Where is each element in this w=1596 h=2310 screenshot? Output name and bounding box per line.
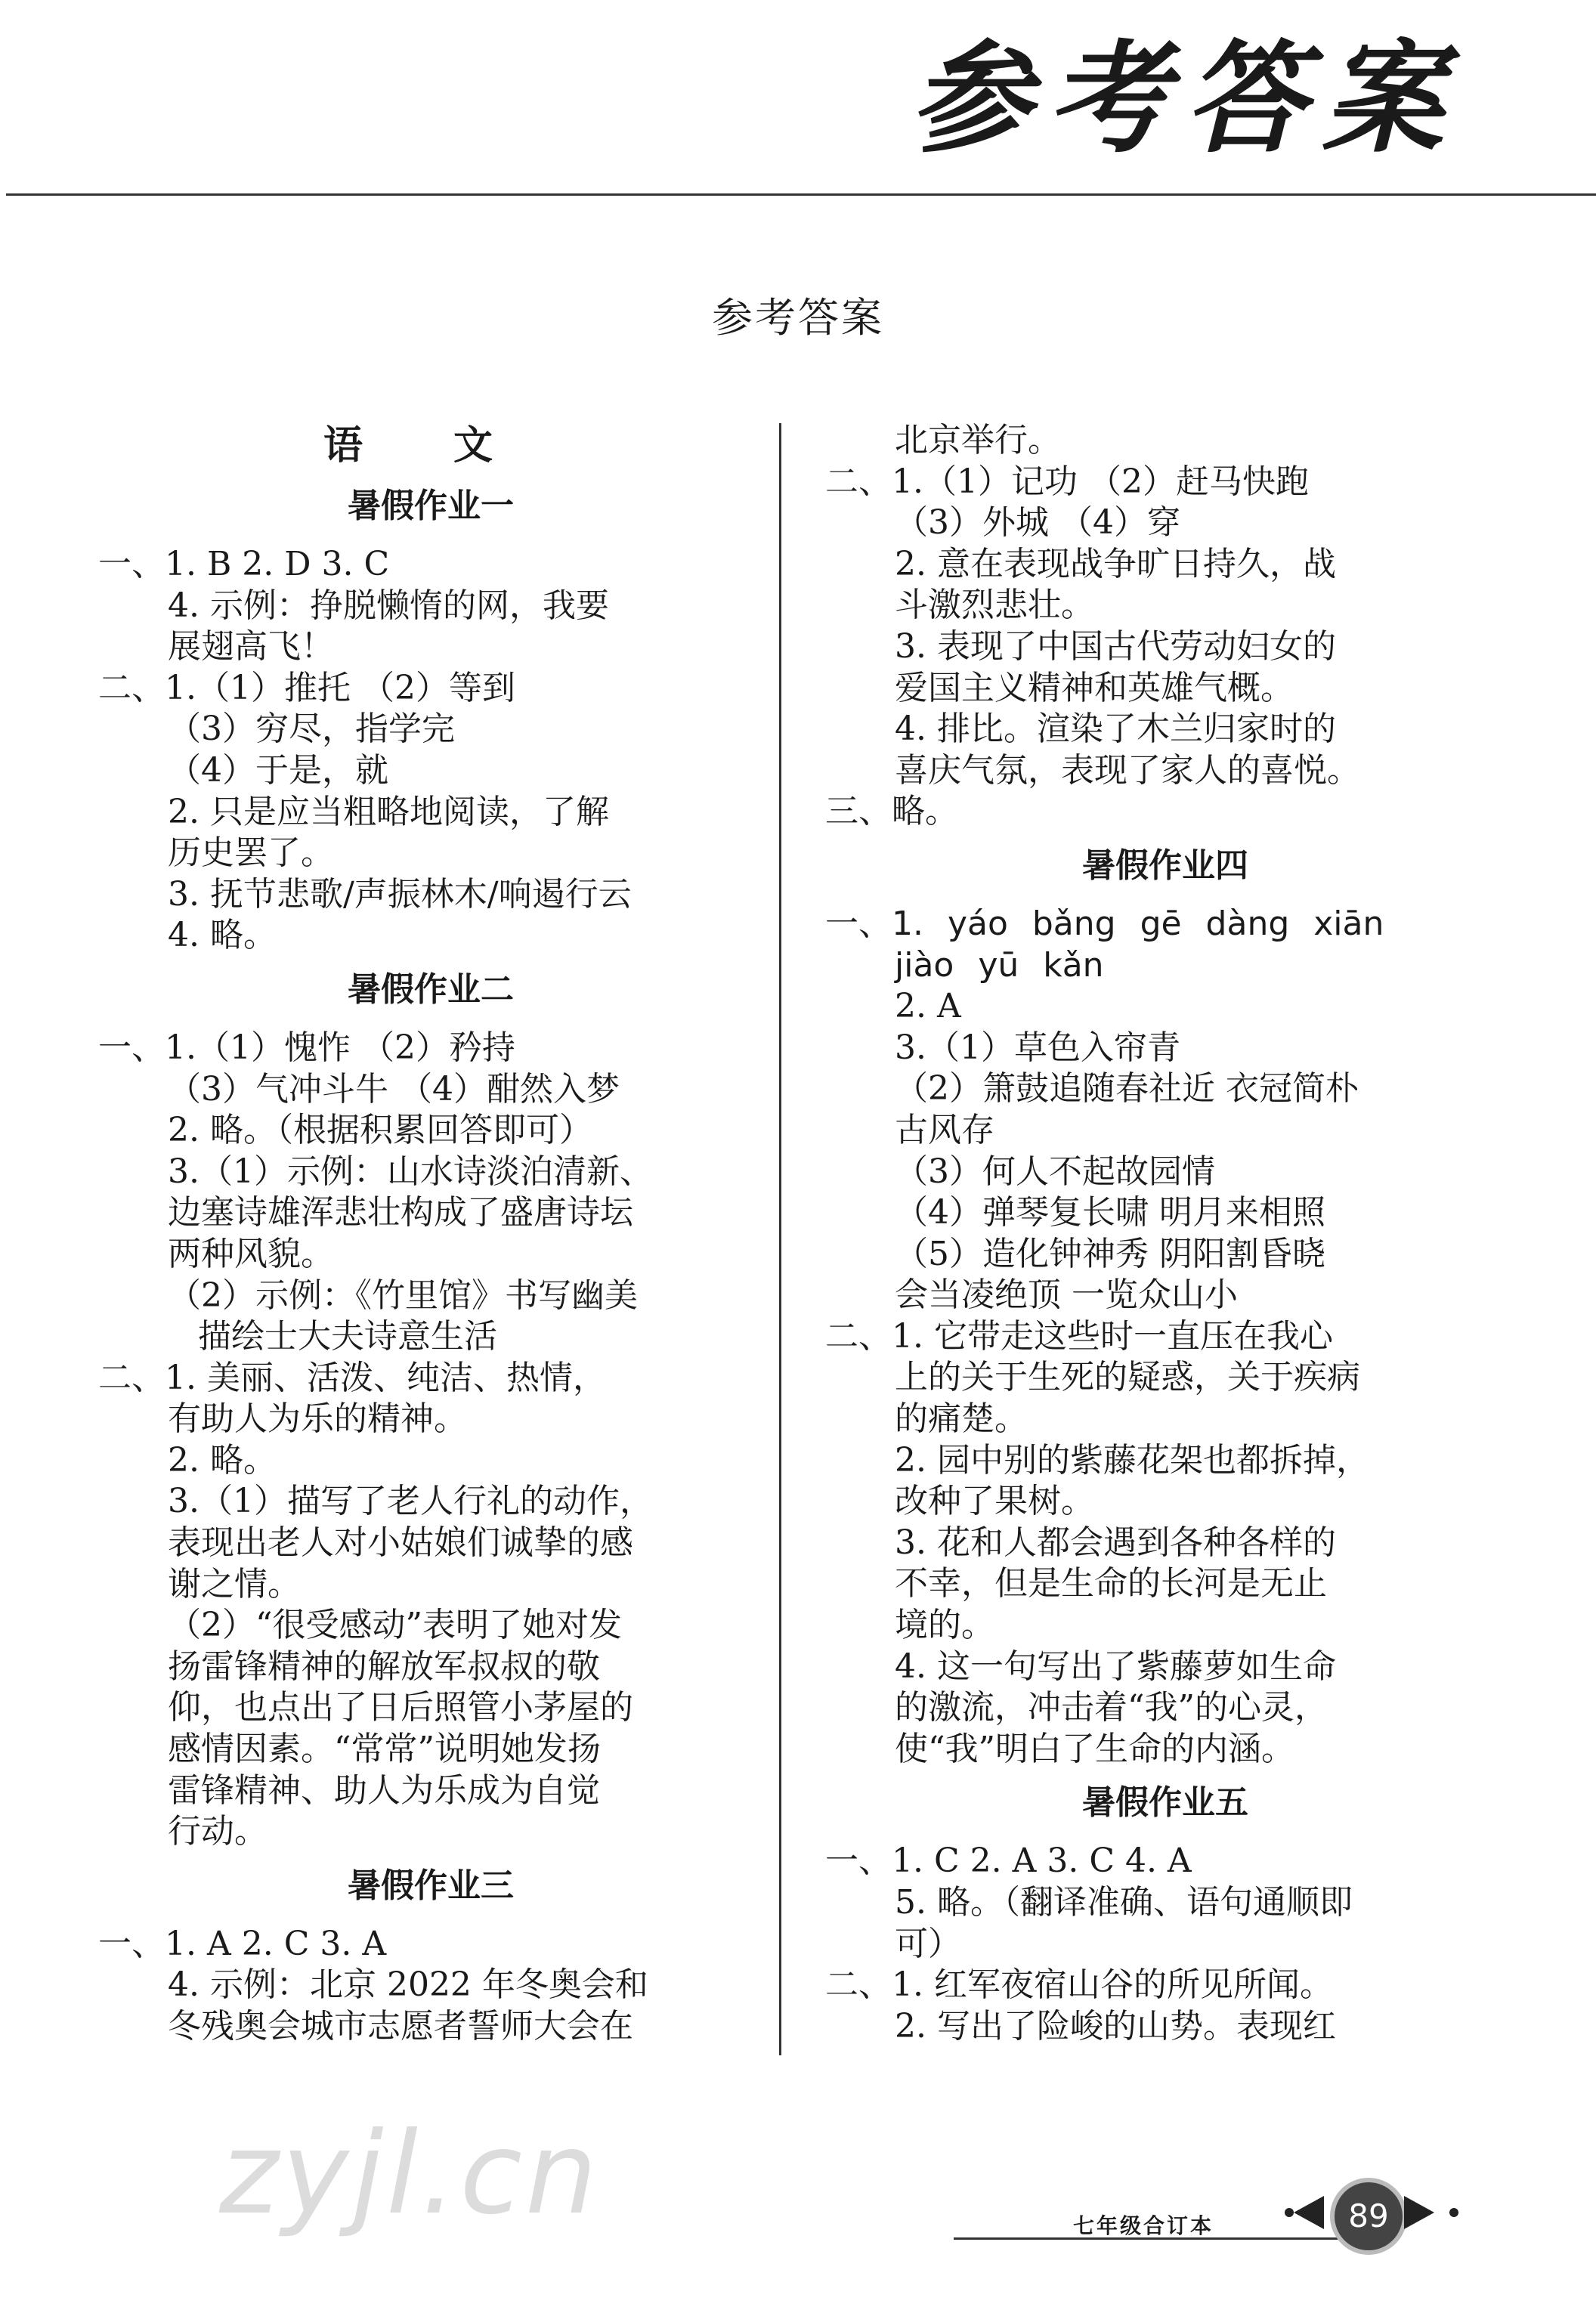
answer-line: 2. 园中别的紫藤花架也都拆掉， [895,1440,1369,1480]
answer-line: 3. 表现了中国古代劳动妇女的 [895,626,1336,666]
answer-line: 展翅高飞！ [168,627,334,666]
answer-line: 古风存 [895,1110,994,1149]
answer-line: 3. 抚节悲歌/声振林木/响遏行云 [168,874,632,914]
answer-line: 历史罢了。 [168,833,334,873]
answer-line: 三、略。 [825,792,958,831]
answer-line: 4. 示例：挣脱懒惰的网，我要 [168,586,609,625]
answer-line: 描绘士大夫诗意生活 [198,1317,497,1356]
right-answer-lines [825,420,1505,2047]
answer-line: 3.（1）描写了老人行礼的动作， [168,1482,653,1521]
answer-line: 北京举行。 [895,421,1061,459]
footer-book-label: 七年级合订本 [1073,2213,1214,2238]
section-title: 暑假作业一 [348,487,514,525]
answer-line: 的痛楚。 [895,1399,1028,1439]
section-title: 暑假作业五 [1082,1783,1248,1823]
answer-line: 扬雷锋精神的解放军叔叔的敬 [168,1647,600,1686]
answer-line: 一、1. B 2. D 3. C [98,545,390,583]
answer-line: 3. 花和人都会遇到各种各样的 [895,1523,1336,1562]
answer-line: （2）“很受感动”表明了她对发 [168,1606,622,1645]
right-column [825,420,1505,2047]
answer-line: （4）弹琴复长啸 明月来相照 [895,1193,1325,1232]
answer-line: 3.（1）示例：山水诗淡泊清新、 [168,1152,653,1191]
answer-line: 可） [895,1924,961,1963]
answer-line: 谢之情。 [168,1564,301,1603]
footer-left-dot-icon [1285,2208,1294,2217]
watermark: zyjl.cn [219,2108,601,2240]
answer-line: 上的关于生死的疑惑，关于疾病 [895,1358,1360,1397]
subject-heading: 语文 [323,423,583,468]
answer-line: 二、1. 美丽、活泼、纯洁、热情， [98,1358,606,1397]
answer-line: （2）箫鼓追随春社近 衣冠简朴 [895,1069,1359,1109]
answer-line: 仰，也点出了日后照管小茅屋的 [168,1688,633,1727]
answer-line: （3）穷尽，指学完 [168,710,455,749]
answer-line: （3）气冲斗牛 （4）酣然入梦 [168,1069,620,1109]
answer-line: 冬残奥会城市志愿者誓师大会在 [168,2007,633,2046]
answer-line: 感情因素。“常常”说明她发扬 [168,1730,601,1769]
answer-line: 表现出老人对小姑娘们诚挚的感 [168,1523,633,1563]
answer-line: 4. 这一句写出了紫藤萝如生命 [895,1647,1336,1686]
footer-right-arrow-icon [1404,2196,1434,2229]
section-title: 暑假作业四 [1082,846,1248,885]
answer-line: 2. A [895,987,961,1026]
answer-line: 2. 意在表现战争旷日持久，战 [895,544,1336,583]
answer-line: 2. 略。 [168,1440,277,1480]
answer-line: 使“我”明白了生命的内涵。 [895,1729,1294,1768]
answer-line: 一、1.（1）愧怍 （2）矜持 [98,1028,515,1067]
answer-line: 雷锋精神、助人为乐成为自觉 [168,1770,600,1810]
footer-left-arrow-icon [1294,2196,1324,2229]
answer-line: 5. 略。（翻译准确、语句通顺即 [895,1883,1353,1922]
column-divider [779,423,781,2055]
answer-line: 一、1. C 2. A 3. C 4. A [825,1842,1192,1881]
answer-line: jiào yū kǎn [895,945,1104,985]
answer-line: 二、1.（1）推托 （2）等到 [98,668,515,707]
footer-right-dot-icon [1449,2208,1458,2217]
answer-line: （5）造化钟神秀 阴阳割昏晓 [895,1234,1325,1273]
answer-line: 4. 略。 [168,916,277,955]
answer-line: 两种风貌。 [168,1234,334,1273]
answer-line: 会当凌绝顶 一览众山小 [895,1276,1238,1315]
answer-line: 爱国主义精神和英雄气概。 [895,668,1294,707]
answer-line: 2. 略。（根据积累回答即可） [168,1111,592,1150]
left-answer-lines [98,484,763,2048]
answer-line: 喜庆气氛，表现了家人的喜悦。 [895,750,1360,790]
answer-line: 一、1. yáo bǎng gē dàng xiān [825,904,1384,943]
answer-line: 4. 示例：北京 2022 年冬奥会和 [168,1965,648,2005]
answer-line: 二、1. 它带走这些时一直压在我心 [825,1316,1333,1356]
answer-line: 3.（1）草色入帘青 [895,1028,1180,1067]
header-title: 参考答案 [909,27,1460,169]
answer-line: （4）于是，就 [168,750,388,790]
section-title: 暑假作业二 [348,969,514,1009]
answer-line: 2. 只是应当粗略地阅读，了解 [168,792,609,831]
answer-line: 一、1. A 2. C 3. A [98,1924,387,1963]
answer-line: 不幸，但是生命的长河是无止 [895,1564,1327,1603]
answer-line: 行动。 [168,1812,268,1851]
left-column [98,420,763,2048]
header-rule [6,193,1596,196]
answer-line: （2）示例：《竹里馆》书写幽美 [168,1276,638,1315]
answer-line: 的激流，冲击着“我”的心灵， [895,1688,1328,1727]
answer-line: 二、1. 红军夜宿山谷的所见所闻。 [825,1965,1333,2005]
answer-line: 斗激烈悲壮。 [895,586,1094,625]
answer-line: 2. 写出了险峻的山势。表现红 [895,2006,1336,2046]
section-title: 暑假作业三 [348,1866,514,1905]
answer-line: 境的。 [895,1606,994,1645]
answer-line: 二、1.（1）记功 （2）赶马快跑 [825,462,1309,501]
answer-line: （3）何人不起故园情 [895,1152,1215,1191]
answer-line: 边塞诗雄浑悲壮构成了盛唐诗坛 [168,1193,633,1232]
document-title: 参考答案 [712,294,884,342]
answer-line: 有助人为乐的精神。 [168,1399,467,1439]
page-number-badge: 89 [1330,2178,1407,2255]
answer-line: 4. 排比。渲染了木兰归家时的 [895,710,1336,749]
answer-line: （3）外城 （4）穿 [895,503,1180,543]
answer-line: 改种了果树。 [895,1482,1094,1521]
